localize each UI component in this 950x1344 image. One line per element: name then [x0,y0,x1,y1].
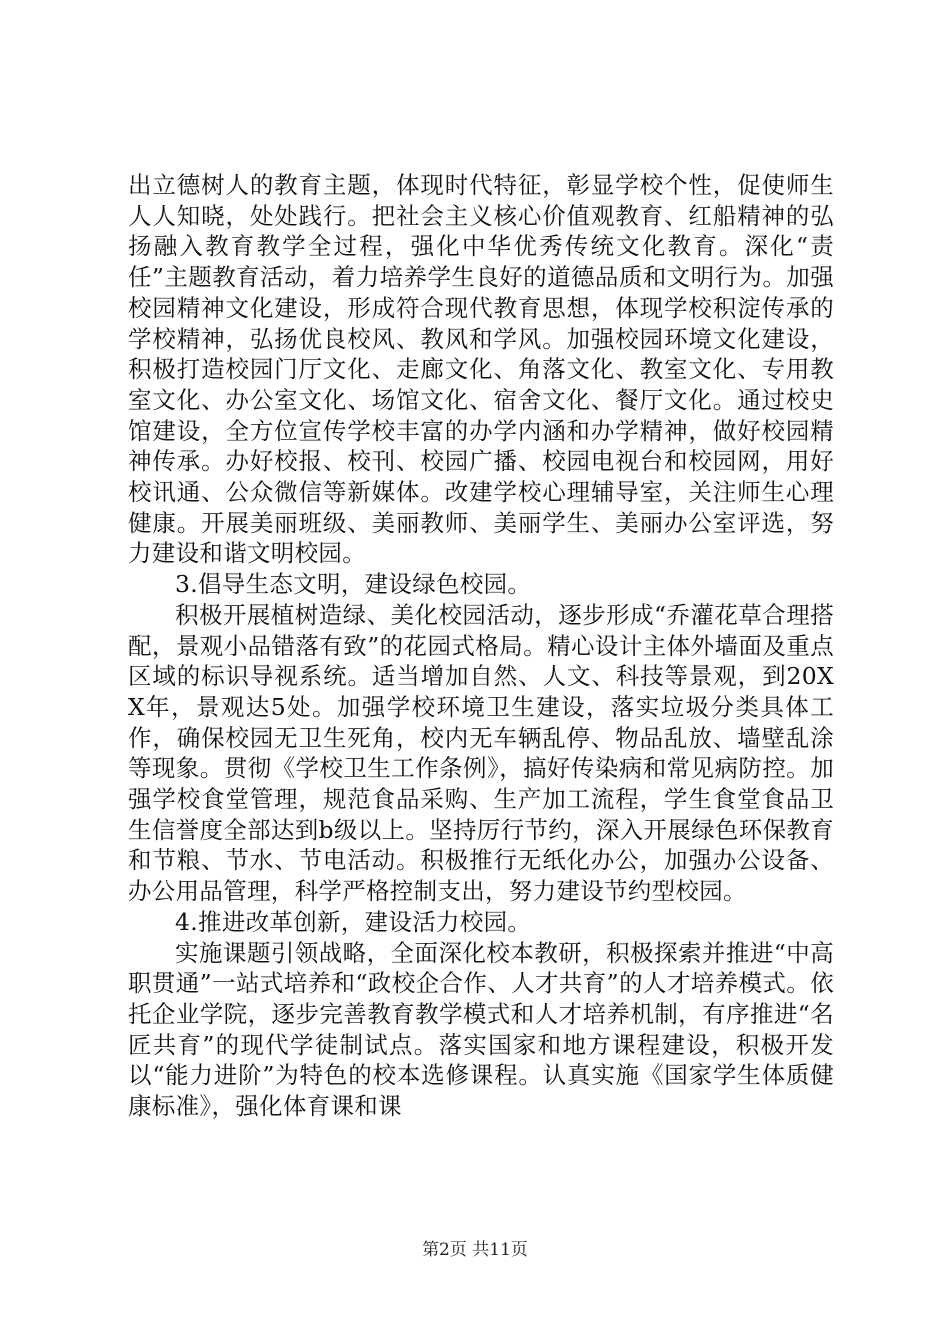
paragraph-campus-culture: 出立德树人的教育主题，体现时代特征，彰显学校个性，促使师生人人知晓，处处践行。把社会主义核心价值观教育、红船精神的弘扬融入教育教学全过程，强化中华优秀传统文化教育。深化“责任”主题教育活动，着力培养学生良好的道德品质和文明行为。加强校园精神文化建设，形成符合现代教育思想，体现学校积淀传承的学校精神，弘扬优良校风、教风和学风。加强校园环境文化建设，积极打造校园门厅文化、走廊文化、角落文化、教室文化、专用教室文化、办公室文化、场馆文化、宿舍文化、餐厅文化。通过校史馆建设，全方位宣传学校丰富的办学内涵和办学精神，做好校园精神传承。办好校报、校刊、校园广播、校园电视台和校园网，用好校讯通、公众微信等新媒体。改建学校心理辅导室，关注师生心理健康。开展美丽班级、美丽教师、美丽学生、美丽办公室评选，努力建设和谐文明校园。 [128,171,834,568]
paragraph-green-campus: 积极开展植树造绿、美化校园活动，逐步形成“乔灌花草合理搭配，景观小品错落有致”的花园式格局。精心设计主体外墙面及重点区域的标识导视系统。适当增加自然、人文、科技等景观，到20XX年，景观达5处。加强学校环境卫生建设，落实垃圾分类具体工作，确保校园无卫生死角，校内无车辆乱停、物品乱放、墙壁乱涂等现象。贯彻《学校卫生工作条例》，搞好传染病和常见病防控。加强学校食堂管理，规范食品采购、生产加工流程，学生食堂食品卫生信誉度全部达到b级以上。坚持厉行节约，深入开展绿色环保教育和节粮、节水、节电活动。积极推行无纸化办公，加强办公设备、办公用品管理，科学严格控制支出，努力建设节约型校园。 [128,600,834,906]
heading-green-campus: 3.倡导生态文明，建设绿色校园。 [175,570,532,599]
page-number-footer: 第2页 共11页 [422,1240,528,1260]
document-body [128,170,834,1122]
paragraph-vibrant-campus: 实施课题引领战略，全面深化校本教研，积极探索并推进“中高职贯通”一站式培养和“政校企合作、人才共育”的人才培养模式。依托企业学院，逐步完善教育教学模式和人才培养机制，有序推进“名匠共育”的现代学徒制试点。落实国家和地方课程建设，积极开发以“能力进阶”为特色的校本选修课程。认真实施《国家学生体质健康标准》，强化体育课和课 [128,938,834,1121]
heading-vibrant-campus: 4.推进改革创新，建设活力校园。 [175,907,532,936]
